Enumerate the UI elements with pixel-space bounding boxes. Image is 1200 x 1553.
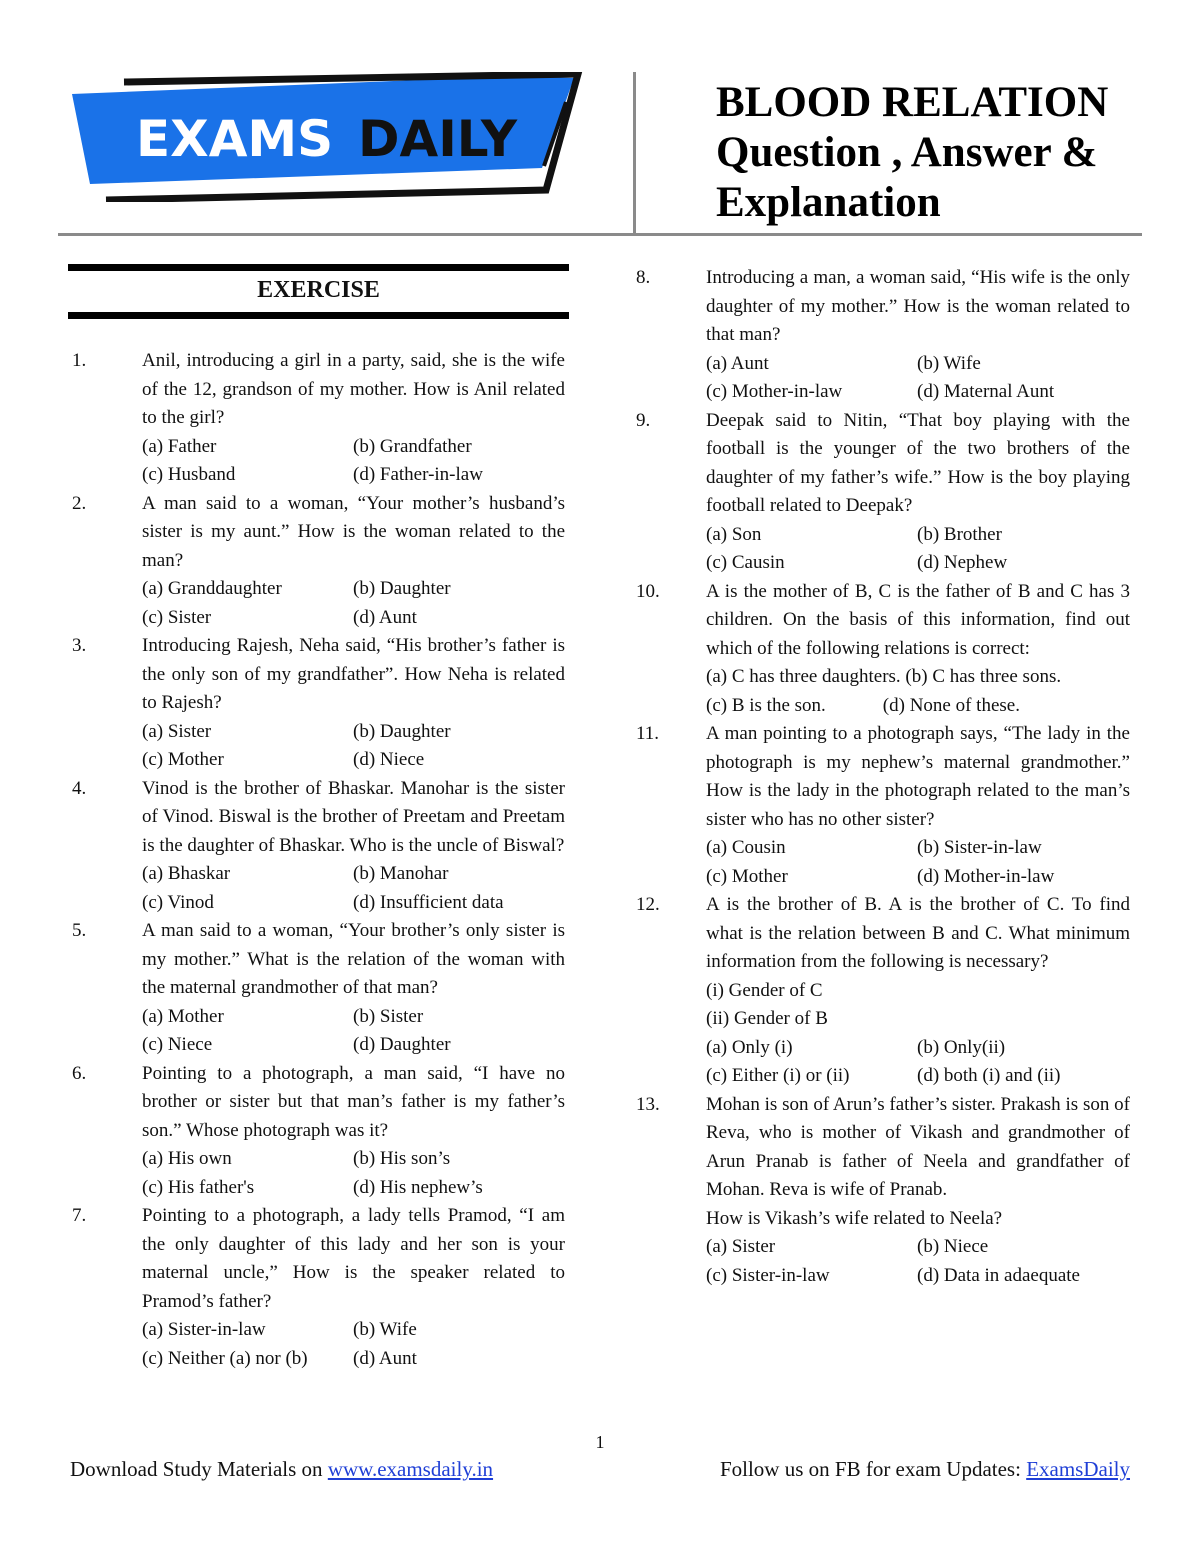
page-title bbox=[716, 78, 1156, 228]
answer-option: (a) Only (i) bbox=[706, 1036, 793, 1058]
answer-option: (a) Mother bbox=[142, 1005, 224, 1027]
question-text: Mohan is son of Arun’s father’s sister. Prakash is son of Reva, who is mother of Vikash and grandmother of Arun Pranab is father of Neela and grandfather of Mohan. Reva is wife of Pranab. bbox=[706, 1093, 1130, 1200]
exercise-heading bbox=[68, 264, 569, 320]
title-line-1: BLOOD RELATION bbox=[716, 79, 1109, 126]
answer-option: (d) both (i) and (ii) bbox=[917, 1065, 1061, 1086]
exams-daily-logo bbox=[66, 72, 594, 202]
question-number: 2. bbox=[72, 492, 87, 514]
page-number: 1 bbox=[595, 1432, 605, 1452]
answer-option: (b) Wife bbox=[917, 352, 981, 374]
question-item bbox=[72, 775, 565, 918]
question-number: 3. bbox=[72, 635, 87, 656]
answer-option: (c) Mother-in-law bbox=[706, 381, 843, 402]
logo-text-daily: DAILY bbox=[358, 110, 518, 168]
question-item bbox=[636, 578, 1130, 721]
answer-option: (b) Daughter bbox=[353, 578, 451, 599]
answer-option: (c) Vinod bbox=[142, 891, 214, 913]
question-number: 12. bbox=[636, 894, 660, 915]
question-text: Deepak said to Nitin, “That boy playing with the football is the younger of the two brothers of the daughter of my father’s wife.” How is the boy playing football related to Deepak? bbox=[706, 409, 1130, 516]
answer-option: (c) Sister-in-law bbox=[706, 1264, 830, 1286]
answer-options bbox=[706, 350, 1130, 407]
answer-option: (b) Only(ii) bbox=[917, 1036, 1006, 1058]
answer-option: (c) Mother bbox=[706, 865, 788, 887]
question-item bbox=[636, 264, 1130, 407]
answer-options bbox=[142, 1316, 565, 1373]
answer-options bbox=[706, 521, 1130, 578]
answer-options bbox=[142, 1145, 565, 1202]
answer-option: (d) Mother-in-law bbox=[917, 865, 1055, 887]
question-text: Pointing to a photograph, a man said, “I have no brother or sister but that man’s father is my father’s son.” Whose photograph was it? bbox=[142, 1062, 565, 1141]
answer-option: (a) Bhaskar bbox=[142, 863, 231, 884]
answer-option: (d) Daughter bbox=[353, 1034, 451, 1055]
answer-option: (b) Daughter bbox=[353, 720, 451, 742]
question-number: 13. bbox=[636, 1093, 660, 1115]
question-number: 10. bbox=[636, 580, 660, 602]
question-number: 7. bbox=[72, 1205, 87, 1226]
question-item bbox=[72, 632, 565, 775]
footer-left-text: Download Study Materials on bbox=[70, 1457, 328, 1481]
question-text: A is the brother of B. A is the brother of C. To find what is the relation between B and C. What minimum information from the following is necessary? bbox=[706, 894, 1130, 972]
answer-option: (b) Sister-in-law bbox=[917, 837, 1042, 858]
answer-option: (c) Husband bbox=[142, 464, 236, 485]
answer-option: (c) Sister bbox=[142, 606, 212, 628]
answer-options bbox=[142, 575, 565, 632]
answer-option: (a) Aunt bbox=[706, 352, 769, 374]
answer-option: (c) His father's bbox=[142, 1176, 255, 1198]
question-number: 8. bbox=[636, 267, 651, 288]
question-item bbox=[636, 720, 1130, 891]
answer-options bbox=[706, 1233, 1130, 1290]
question-subline: (i) Gender of C bbox=[706, 979, 823, 1001]
question-item bbox=[72, 490, 565, 633]
answer-option: (c) Causin bbox=[706, 552, 785, 573]
answer-option: (a) Sister bbox=[142, 720, 212, 742]
question-number: 11. bbox=[636, 723, 660, 744]
answer-options bbox=[142, 433, 565, 490]
question-text: A man said to a woman, “Your brother’s only sister is my mother.” What is the relation of the woman with the maternal grandmother of that man? bbox=[142, 920, 565, 998]
title-line-3: Explanation bbox=[716, 179, 941, 226]
question-number: 1. bbox=[72, 350, 87, 371]
answer-options bbox=[142, 1003, 565, 1060]
footer-left bbox=[70, 1457, 493, 1482]
answer-option: (a) His own bbox=[142, 1148, 232, 1169]
question-text: Anil, introducing a girl in a party, said, she is the wife of the 12, grandson of my mother. How is Anil related to the girl? bbox=[142, 350, 565, 428]
answer-options-line: (c) B is the son. (d) None of these. bbox=[706, 694, 1020, 716]
question-text: Introducing Rajesh, Neha said, “His brother’s father is the only son of my grandfather”. How Neha is related to Rajesh? bbox=[142, 635, 565, 713]
question-text: Introducing a man, a woman said, “His wife is the only daughter of my mother.” How is the woman related to that man? bbox=[706, 267, 1130, 345]
question-item bbox=[72, 1060, 565, 1203]
answer-option: (a) Granddaughter bbox=[142, 578, 282, 599]
answer-option: (d) Niece bbox=[353, 749, 425, 770]
answer-option: (d) Aunt bbox=[353, 606, 417, 628]
question-text: A man said to a woman, “Your mother’s husband’s sister is my aunt.” How is the woman related to the man? bbox=[142, 492, 565, 571]
question-number: 9. bbox=[636, 409, 651, 431]
answer-options-line: (a) C has three daughters. (b) C has three sons. bbox=[706, 666, 1062, 687]
answer-option: (d) Data in adaequate bbox=[917, 1264, 1080, 1286]
answer-option: (d) Maternal Aunt bbox=[917, 381, 1055, 402]
exercise-bottom-rule bbox=[68, 312, 569, 319]
exercise-top-rule bbox=[68, 264, 569, 271]
answer-option: (b) Sister bbox=[353, 1005, 424, 1027]
question-text: Pointing to a photograph, a lady tells Pramod, “I am the only daughter of this lady and her son is your maternal uncle,” How is the speaker related to Pramod’s father? bbox=[142, 1205, 565, 1312]
question-item bbox=[636, 891, 1130, 1091]
logo-text-exams: EXAMS bbox=[136, 110, 334, 168]
question-text: A is the mother of B, C is the father of B and C has 3 children. On the basis of this information, find out which of the following relations is correct: bbox=[706, 580, 1130, 659]
question-subline: (ii) Gender of B bbox=[706, 1008, 828, 1029]
question-item bbox=[72, 1202, 565, 1373]
question-number: 5. bbox=[72, 920, 87, 941]
answer-options bbox=[142, 718, 565, 775]
answer-options bbox=[706, 1034, 1130, 1091]
answer-option: (b) Wife bbox=[353, 1319, 417, 1340]
answer-options bbox=[706, 834, 1130, 891]
question-item bbox=[636, 407, 1130, 578]
footer-right-text: Follow us on FB for exam Updates: bbox=[719, 1457, 1027, 1481]
answer-option: (d) His nephew’s bbox=[353, 1176, 483, 1198]
question-text: Vinod is the brother of Bhaskar. Manohar is the sister of Vinod. Biswal is the brother of Preetam and Preetam is the daughter of Bhaskar. Who is the uncle of Biswal? bbox=[142, 777, 565, 856]
answer-option: (c) Either (i) or (ii) bbox=[706, 1065, 850, 1086]
answer-option: (a) Sister-in-law bbox=[142, 1319, 266, 1340]
answer-option: (b) Niece bbox=[917, 1236, 989, 1257]
answer-option: (a) Cousin bbox=[706, 837, 786, 858]
question-number: 6. bbox=[72, 1062, 87, 1084]
exercise-title: EXERCISE bbox=[257, 277, 380, 303]
answer-option: (c) Niece bbox=[142, 1034, 213, 1055]
title-line-2: Question , Answer & bbox=[716, 129, 1098, 176]
answer-option: (d) Nephew bbox=[917, 552, 1008, 573]
question-subline: How is Vikash’s wife related to Neela? bbox=[706, 1207, 1003, 1229]
answer-option: (a) Son bbox=[706, 523, 762, 545]
answer-option: (b) Brother bbox=[917, 523, 1002, 545]
answer-option: (a) Father bbox=[142, 435, 217, 457]
question-item bbox=[72, 917, 565, 1060]
answer-option: (d) Father-in-law bbox=[353, 464, 483, 485]
facebook-link[interactable]: ExamsDaily bbox=[1026, 1457, 1130, 1481]
answer-option: (c) Mother bbox=[142, 749, 224, 770]
answer-option: (b) Manohar bbox=[353, 863, 449, 884]
answer-options bbox=[142, 860, 565, 917]
header-horizontal-divider bbox=[58, 233, 1142, 236]
question-number: 4. bbox=[72, 777, 87, 799]
left-column bbox=[72, 347, 565, 1373]
question-item bbox=[72, 347, 565, 490]
website-link[interactable]: www.examsdaily.in bbox=[327, 1457, 494, 1481]
question-item bbox=[636, 1091, 1130, 1291]
answer-option: (d) Insufficient data bbox=[353, 891, 504, 913]
answer-option: (c) Neither (a) nor (b) bbox=[142, 1347, 308, 1369]
right-column bbox=[636, 264, 1130, 1290]
answer-option: (d) Aunt bbox=[353, 1347, 417, 1369]
answer-option: (a) Sister bbox=[706, 1236, 776, 1257]
footer-right bbox=[720, 1457, 1130, 1482]
answer-option: (b) His son’s bbox=[353, 1148, 451, 1169]
header-vertical-divider bbox=[633, 72, 636, 234]
answer-option: (b) Grandfather bbox=[353, 435, 472, 457]
question-text: A man pointing to a photograph says, “The lady in the photograph is my nephew’s maternal grandmother.” How is the lady in the photograph related to the man’s sister who has no other sister? bbox=[706, 723, 1130, 830]
